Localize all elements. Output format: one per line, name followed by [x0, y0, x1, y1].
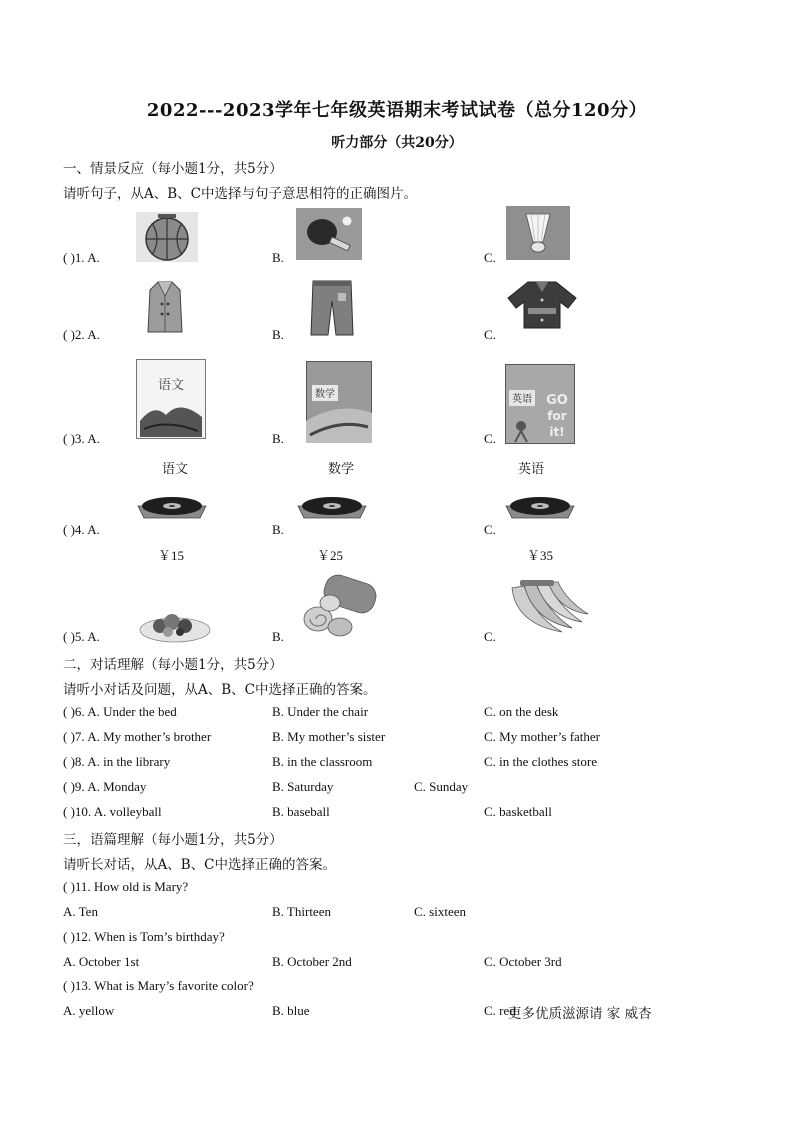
question-4-price-c: ￥35: [527, 548, 554, 563]
question-3-number: ( )3. A.: [63, 431, 100, 446]
english-book-slogan-go: GO: [546, 393, 568, 408]
bananas-icon: [506, 578, 590, 638]
part3-instruction: 请听长对话，从A、B、C中选择正确的答案。: [63, 857, 336, 873]
part2-heading: 二，对话理解（每小题1分，共5分）: [63, 657, 283, 673]
question-6-option-b: B. Under the chair: [272, 704, 369, 719]
cd-icon: [136, 492, 208, 526]
question-3-option-c: C.: [484, 431, 496, 446]
question-6-option-c: C. on the desk: [484, 704, 559, 719]
cd-icon: [504, 492, 576, 526]
question-2-number: ( )2. A.: [63, 327, 100, 342]
question-9: ( )9. A. Monday: [63, 779, 147, 794]
question-11-option-c: C. sixteen: [414, 904, 466, 919]
jeans-icon: [309, 279, 355, 337]
ping-pong-paddle-icon: [296, 208, 362, 260]
math-book-title: 数学: [315, 389, 335, 400]
question-13-option-a: A. yellow: [63, 1003, 115, 1018]
part1-instruction: 请听句子，从A、B、C中选择与句子意思相符的正确图片。: [63, 186, 417, 202]
question-13-option-b: B. blue: [272, 1003, 310, 1018]
question-4-option-c: C.: [484, 522, 496, 537]
question-10-option-c: C. basketball: [484, 804, 552, 819]
coat-icon: [146, 280, 184, 336]
badminton-shuttlecock-icon: [506, 206, 570, 260]
question-7-option-b: B. My mother’s sister: [272, 729, 386, 744]
question-8: ( )8. A. in the library: [63, 754, 171, 769]
chinese-book-icon: [136, 359, 206, 439]
question-5-number: ( )5. A.: [63, 629, 100, 644]
question-5-option-c: C.: [484, 629, 496, 644]
page-subtitle: 听力部分（共20分）: [331, 135, 463, 151]
question-5-option-b: B.: [272, 629, 284, 644]
question-2-option-b: B.: [272, 327, 284, 342]
question-12-option-a: A. October 1st: [63, 954, 140, 969]
english-book-slogan-it: it!: [549, 425, 565, 439]
question-13: ( )13. What is Mary’s favorite color?: [63, 978, 254, 993]
english-book-slogan-for: for: [547, 409, 567, 423]
question-12-option-c: C. October 3rd: [484, 954, 562, 969]
part2-instruction: 请听小对话及问题，从A、B、C中选择正确的答案。: [63, 682, 377, 698]
cd-icon: [296, 492, 368, 526]
question-4-price-b: ￥25: [317, 548, 344, 563]
question-10: ( )10. A. volleyball: [63, 804, 162, 819]
question-8-option-b: B. in the classroom: [272, 754, 373, 769]
question-1-number: ( )1. A.: [63, 250, 100, 265]
question-11-option-b: B. Thirteen: [272, 904, 331, 919]
part1-heading: 一、情景反应（每小题1分，共5分）: [63, 161, 283, 177]
question-3-option-b: B.: [272, 431, 284, 446]
english-book-icon: [505, 364, 575, 444]
sweater-icon: [506, 278, 578, 330]
question-1-option-c: C.: [484, 250, 496, 265]
question-11: ( )11. How old is Mary?: [63, 879, 189, 894]
page-title: 2022---2023学年七年级英语期末考试试卷（总分120分）: [146, 100, 648, 121]
question-4-price-a: ￥15: [158, 548, 185, 563]
watermark-text: 更多优质滋源请 家 威杏: [508, 1006, 652, 1022]
english-book-title: 英语: [512, 394, 532, 405]
question-2-option-c: C.: [484, 327, 496, 342]
question-12-option-b: B. October 2nd: [272, 954, 352, 969]
basketball-icon: [136, 212, 198, 262]
question-3-caption-c: 英语: [518, 462, 545, 477]
question-9-option-b: B. Saturday: [272, 779, 334, 794]
math-book-icon: [306, 361, 372, 443]
question-12: ( )12. When is Tom’s birthday?: [63, 929, 225, 944]
question-3-caption-b: 数学: [328, 462, 355, 477]
salad-icon: [138, 610, 212, 644]
question-4-number: ( )4. A.: [63, 522, 100, 537]
question-11-option-a: A. Ten: [63, 904, 98, 919]
question-7: ( )7. A. My mother’s brother: [63, 729, 212, 744]
question-6: ( )6. A. Under the bed: [63, 704, 177, 719]
question-8-option-c: C. in the clothes store: [484, 754, 598, 769]
question-4-option-b: B.: [272, 522, 284, 537]
question-3-caption-a: 语文: [162, 462, 189, 477]
chinese-book-title: 语文: [157, 378, 185, 393]
part3-heading: 三，语篇理解（每小题1分，共5分）: [63, 832, 283, 848]
cake-roll-icon: [294, 573, 380, 639]
question-1-option-b: B.: [272, 250, 284, 265]
question-9-option-c: C. Sunday: [414, 779, 469, 794]
question-10-option-b: B. baseball: [272, 804, 330, 819]
question-7-option-c: C. My mother’s father: [484, 729, 601, 744]
question-13-option-c: C. red: [484, 1003, 516, 1018]
